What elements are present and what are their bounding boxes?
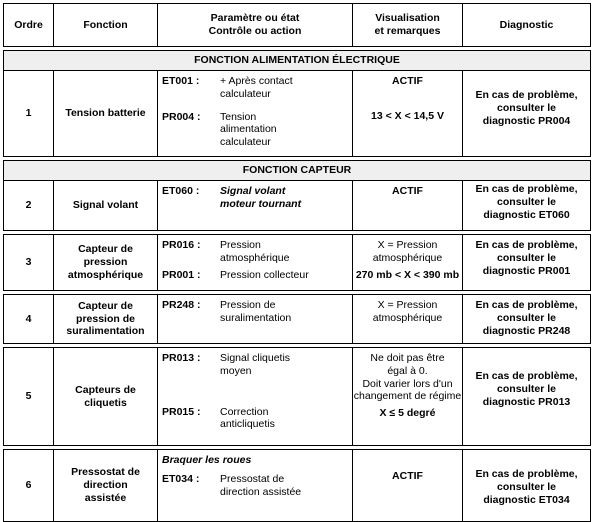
row-diagnostic: En cas de problème, consulter le diagnostic PR248: [463, 295, 591, 344]
param-code: PR013 :: [162, 352, 201, 364]
row-diagnostic: En cas de problème, consulter le diagnostic PR013: [463, 348, 591, 446]
table-row: [4, 348, 591, 446]
row-parameters: [158, 348, 353, 446]
table-row: [4, 235, 591, 291]
param-text: + Après contact calculateur: [220, 75, 293, 100]
header-fonction: Fonction: [54, 4, 158, 47]
row-diagnostic: En cas de problème, consulter le diagnostic PR004: [463, 71, 591, 157]
param-text: Correction anticliquetis: [220, 405, 275, 431]
row-visualisation: ACTIF 13 < X < 14,5 V: [353, 71, 463, 157]
param-text: Pression de suralimentation: [220, 299, 292, 324]
param-code: PR016 :: [162, 239, 201, 251]
row-parameters: [158, 235, 353, 291]
param-code: ET060 :: [162, 185, 200, 197]
row-parameters: [158, 71, 353, 157]
param-text: Tension alimentation calculateur: [220, 110, 277, 149]
header-row: [4, 4, 591, 47]
row-parameters: [158, 450, 353, 522]
row-function: Tension batterie: [54, 71, 158, 157]
row-function: Capteur de pression de suralimentation: [54, 295, 158, 344]
row-parameters: [158, 295, 353, 344]
table-row: [4, 181, 591, 231]
param-code: PR004 :: [162, 110, 201, 123]
header-parametre: [158, 4, 353, 47]
param-code: PR248 :: [162, 299, 201, 311]
row-action: Braquer les roues: [162, 454, 252, 466]
row-order: 6: [4, 450, 54, 522]
param-code: PR015 :: [162, 405, 201, 418]
param-code: ET034 :: [162, 472, 200, 485]
row-order: 5: [4, 348, 54, 446]
row-order: 3: [4, 235, 54, 291]
param-text: Signal cliquetis moyen: [220, 352, 291, 377]
header-visualisation-line2: et remarques: [374, 25, 441, 37]
row-diagnostic: En cas de problème, consulter le diagnostic ET034: [463, 450, 591, 522]
table-row: [4, 450, 591, 522]
header-visualisation: [353, 4, 463, 47]
param-code: PR001 :: [162, 268, 201, 281]
table-row: [4, 295, 591, 344]
header-parametre-line1: Paramètre ou état: [210, 12, 300, 25]
row-visualisation: ACTIF: [353, 450, 463, 522]
param-text: Signal volant moteur tournant: [220, 185, 302, 210]
header-parametre-line2: Contrôle ou action: [208, 25, 302, 37]
section-alimentation: FONCTION ALIMENTATION ÉLECTRIQUE: [4, 51, 591, 71]
header-visualisation-line1: Visualisation: [375, 12, 440, 25]
row-parameters: [158, 181, 353, 231]
param-text: Pression collecteur: [220, 268, 309, 281]
header-ordre: Ordre: [4, 4, 54, 47]
row-function: Capteur de pression atmosphérique: [54, 235, 158, 291]
row-function: Capteurs de cliquetis: [54, 348, 158, 446]
row-visualisation: Ne doit pas être égal à 0. Doit varier lors d'un changement de régime X ≤ 5 degré: [353, 348, 463, 446]
row-function: Pressostat de direction assistée: [54, 450, 158, 522]
param-text: Pressostat de direction assistée: [220, 472, 302, 498]
diagnostic-table: [3, 3, 591, 522]
row-visualisation: X = Pression atmosphérique 270 mb < X < 390 mb: [353, 235, 463, 291]
row-order: 1: [4, 71, 54, 157]
header-diagnostic: Diagnostic: [463, 4, 591, 47]
row-order: 2: [4, 181, 54, 231]
row-diagnostic: En cas de problème, consulter le diagnostic PR001: [463, 235, 591, 291]
section-capteur: FONCTION CAPTEUR: [4, 161, 591, 181]
param-text: Pression atmosphérique: [220, 239, 290, 264]
row-order: 4: [4, 295, 54, 344]
row-function: Signal volant: [54, 181, 158, 231]
row-diagnostic: En cas de problème, consulter le diagnostic ET060: [463, 181, 591, 231]
row-visualisation: X = Pression atmosphérique: [353, 295, 463, 344]
param-code: ET001 :: [162, 75, 200, 87]
table-row: [4, 71, 591, 157]
row-visualisation: ACTIF: [353, 181, 463, 231]
